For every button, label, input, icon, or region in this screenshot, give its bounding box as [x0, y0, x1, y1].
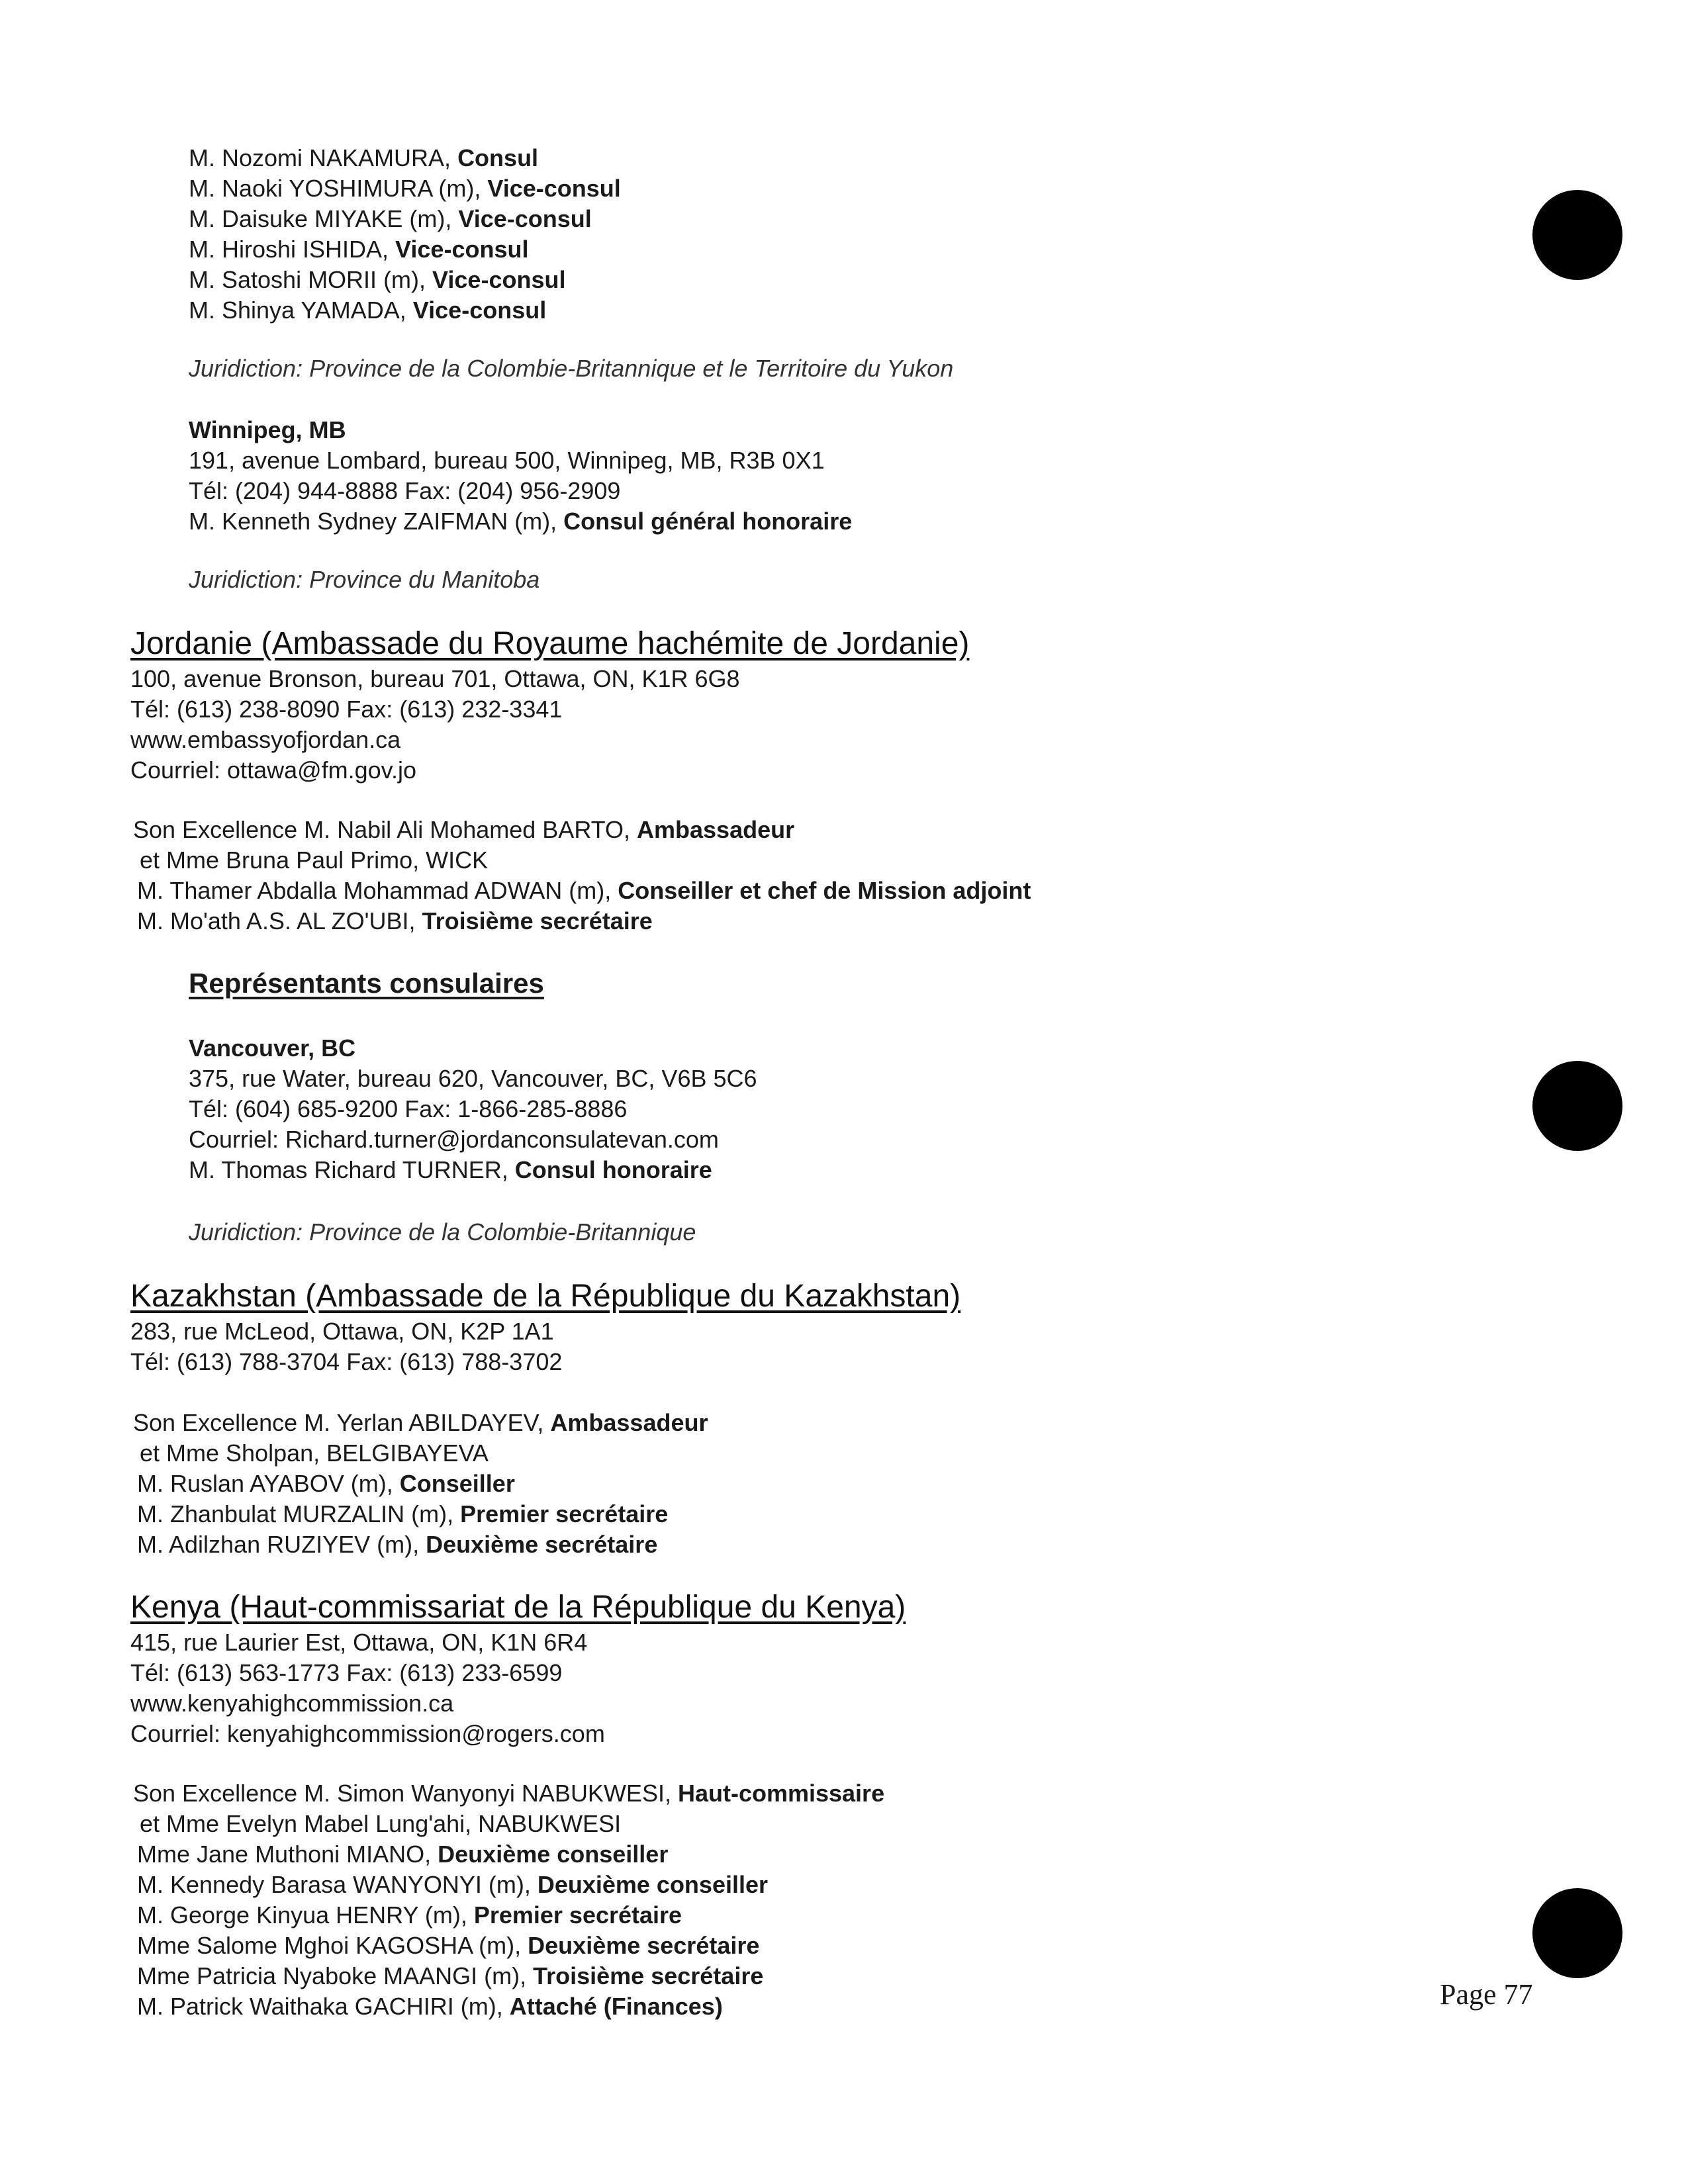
website-link[interactable]: www.kenyahighcommission.ca [130, 1690, 454, 1717]
official-line: M. Ruslan AYABOV (m), Conseiller [137, 1470, 515, 1497]
ambassador-line: Son Excellence M. Nabil Ali Mohamed BARTO, Ambassadeur [133, 816, 795, 843]
official-line: M. Thamer Abdalla Mohammad ADWAN (m), Conseiller et chef de Mission adjoint [137, 877, 1031, 904]
official-line: M. Kennedy Barasa WANYONYI (m), Deuxième conseiller [137, 1871, 768, 1898]
address: 100, avenue Bronson, bureau 701, Ottawa, ON, K1R 6G8 [130, 665, 740, 692]
official-line: M. Adilzhan RUZIYEV (m), Deuxième secrétaire [137, 1531, 658, 1558]
ambassador-line: Son Excellence M. Yerlan ABILDAYEV, Ambassadeur [133, 1409, 708, 1436]
email-link[interactable]: Courriel: kenyahighcommission@rogers.com [130, 1720, 605, 1747]
official-line: M. Satoshi MORII (m), Vice-consul [189, 266, 566, 293]
jordan-vancouver-section [189, 1033, 757, 1185]
official-line: M. Nozomi NAKAMURA, Consul [189, 144, 539, 171]
official-line: Mme Salome Mghoi KAGOSHA (m), Deuxième secrétaire [137, 1932, 760, 1959]
phone-fax: Tél: (613) 238-8090 Fax: (613) 232-3341 [130, 696, 563, 723]
kenya-staff [133, 1778, 884, 2022]
official-line: M. Daisuke MIYAKE (m), Vice-consul [189, 205, 592, 232]
phone-fax: Tél: (613) 563-1773 Fax: (613) 233-6599 [130, 1659, 563, 1686]
official-line: M. Patrick Waithaka GACHIRI (m), Attaché (Finances) [137, 1993, 723, 2020]
kenya-contact [130, 1627, 605, 1749]
official-line: M. George Kinyua HENRY (m), Premier secrétaire [137, 1901, 682, 1929]
consular-heading: Représentants consulaires [189, 968, 544, 999]
official-line: M. Hiroshi ISHIDA, Vice-consul [189, 236, 529, 263]
official-line: M. Kenneth Sydney ZAIFMAN (m), Consul général honoraire [189, 508, 853, 535]
jordan-staff [133, 815, 1031, 936]
kazakhstan-staff [133, 1408, 708, 1560]
official-line: M. Zhanbulat MURZALIN (m), Premier secrétaire [137, 1500, 669, 1527]
email-link[interactable]: Courriel: ottawa@fm.gov.jo [130, 756, 417, 784]
phone-fax: Tél: (204) 944-8888 Fax: (204) 956-2909 [189, 477, 621, 504]
ambassador-line: Son Excellence M. Simon Wanyonyi NABUKWESI, Haut-commissaire [133, 1780, 885, 1807]
official-line: M. Shinya YAMADA, Vice-consul [189, 296, 547, 324]
punch-hole-bottom [1532, 1888, 1622, 1978]
phone-fax: Tél: (613) 788-3704 Fax: (613) 788-3702 [130, 1348, 563, 1375]
jurisdiction-note: Juridiction: Province de la Colombie-Britannique et le Territoire du Yukon [189, 355, 954, 382]
page-number: Page 77 [1440, 1978, 1533, 2011]
country-heading-kenya: Kenya (Haut-commissariat de la République du Kenya) [130, 1590, 906, 1625]
kazakhstan-contact [130, 1316, 562, 1377]
punch-hole-middle [1532, 1061, 1622, 1151]
email-link[interactable]: Courriel: Richard.turner@jordanconsulatevan.com [189, 1126, 719, 1153]
jordan-contact [130, 664, 740, 786]
phone-fax: Tél: (604) 685-9200 Fax: 1-866-285-8886 [189, 1095, 628, 1122]
address: 283, rue McLeod, Ottawa, ON, K2P 1A1 [130, 1318, 554, 1345]
spouse-line: et Mme Bruna Paul Primo, WICK [140, 846, 489, 874]
official-line: Mme Patricia Nyaboke MAANGI (m), Troisième secrétaire [137, 1962, 764, 1989]
official-line: M. Naoki YOSHIMURA (m), Vice-consul [189, 175, 621, 202]
official-line: M. Thomas Richard TURNER, Consul honoraire [189, 1156, 712, 1183]
japan-vancouver-section [189, 143, 621, 326]
address: 415, rue Laurier Est, Ottawa, ON, K1N 6R4 [130, 1629, 588, 1656]
spouse-line: et Mme Sholpan, BELGIBAYEVA [140, 1439, 489, 1467]
city-heading: Vancouver, BC [189, 1034, 356, 1062]
jurisdiction-note: Juridiction: Province du Manitoba [189, 566, 540, 593]
address: 375, rue Water, bureau 620, Vancouver, BC, V6B 5C6 [189, 1065, 757, 1092]
city-heading: Winnipeg, MB [189, 416, 346, 443]
jurisdiction-note: Juridiction: Province de la Colombie-Britannique [189, 1218, 696, 1246]
website-link[interactable]: www.embassyofjordan.ca [130, 726, 401, 753]
official-line: Mme Jane Muthoni MIANO, Deuxième conseiller [137, 1841, 669, 1868]
punch-hole-top [1532, 190, 1622, 280]
japan-winnipeg-section [189, 415, 852, 537]
country-heading-kazakhstan: Kazakhstan (Ambassade de la République du Kazakhstan) [130, 1279, 961, 1314]
spouse-line: et Mme Evelyn Mabel Lung'ahi, NABUKWESI [140, 1810, 622, 1837]
country-heading-jordan: Jordanie (Ambassade du Royaume hachémite de Jordanie) [130, 626, 970, 661]
official-line: M. Mo'ath A.S. AL ZO'UBI, Troisième secrétaire [137, 907, 653, 934]
address: 191, avenue Lombard, bureau 500, Winnipeg, MB, R3B 0X1 [189, 447, 825, 474]
